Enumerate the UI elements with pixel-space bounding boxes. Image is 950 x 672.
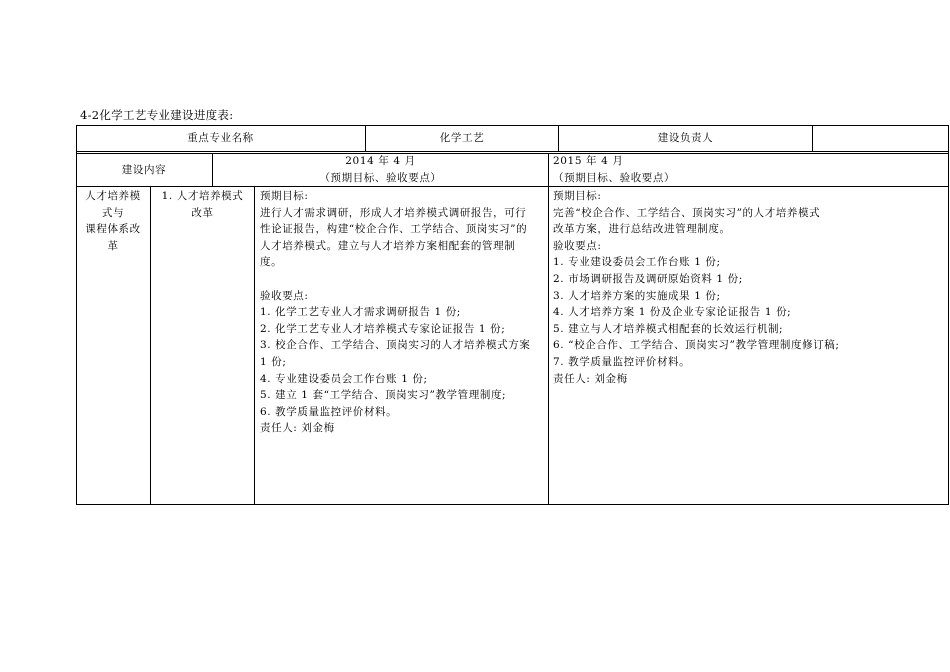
table-border-left <box>76 125 77 505</box>
plan-2015-line: 6. “校企合作、工学结合、顶岗实习”教学管理制度修订稿; <box>553 339 840 352</box>
plan-2014-line: 度。 <box>260 256 283 269</box>
item-line: 1. 人才培养模式 <box>161 190 244 202</box>
plan-2015-line: 预期目标: <box>553 190 602 202</box>
progress-table <box>76 125 949 505</box>
plan-2014-line: 5. 建立 1 套“工学结合、顶岗实习”教学管理制度; <box>260 389 507 402</box>
table-border-top <box>76 125 949 126</box>
plan-2015-line: 3. 人才培养方案的实施成果 1 份; <box>553 289 721 302</box>
leader-label: 建设负责人 <box>657 132 714 144</box>
plan-2014-line: 1. 化学工艺专业人才需求调研报告 1 份; <box>260 306 461 319</box>
category-line: 式与 <box>101 206 125 219</box>
plan-2014-line: 性论证报告，构建“校企合作、工学结合、顶岗实习”的 <box>260 223 528 236</box>
plan-2015-line: 2. 市场调研报告及调研原始资料 1 份; <box>553 272 743 285</box>
category-line: 革 <box>107 239 119 252</box>
plan-2014-line: 6. 教学质量监控评价材料。 <box>260 405 398 418</box>
plan-2015-line: 7. 教学质量监控评价材料。 <box>553 355 691 368</box>
table-border-right <box>948 125 949 505</box>
plan-2014-line: 3. 校企合作、工学结合、顶岗实习的人才培养模式方案 <box>260 339 531 352</box>
plan-2015-line: 完善“校企合作、工学结合、顶岗实习”的人才培养模式 <box>553 206 821 219</box>
table-rule <box>254 186 255 505</box>
table-rule <box>76 151 949 152</box>
table-rule <box>548 153 549 505</box>
major-label: 重点专业名称 <box>187 132 254 144</box>
table-border-bottom <box>76 504 949 505</box>
plan-2015-line: 4. 人才培养方案 1 份及企业专家论证报告 1 份; <box>553 306 792 319</box>
category-line: 人才培养模 <box>85 190 141 202</box>
table-rule <box>150 186 151 505</box>
col1-note: （预期目标、验收要点） <box>319 172 442 184</box>
item-cell <box>151 188 254 221</box>
plan-2015-line: 验收要点: <box>553 239 602 252</box>
plan-2015-line: 改革方案，进行总结改进管理制度。 <box>553 223 731 236</box>
plan-2014-line: 1 份; <box>260 355 287 368</box>
plan-2014-line: 责任人: 刘金梅 <box>260 422 335 435</box>
plan-2014-blank-line <box>260 271 530 288</box>
content-label: 建设内容 <box>121 164 167 176</box>
plan-2014-line: 预期目标: <box>260 190 309 202</box>
plan-2015-cell <box>553 188 840 387</box>
plan-2015-line: 5. 建立与人才培养模式相配套的长效运行机制; <box>553 322 784 335</box>
col2-date: 2015 年 4 月 <box>553 155 624 167</box>
table-title: 4-2化学工艺专业建设进度表: <box>80 108 234 122</box>
major-value: 化学工艺 <box>439 132 485 144</box>
category-cell <box>76 188 150 254</box>
plan-2014-line: 进行人才需求调研，形成人才培养模式调研报告，可行 <box>260 206 527 219</box>
plan-2014-line: 验收要点: <box>260 289 309 302</box>
plan-2014-line: 4. 专业建设委员会工作台账 1 份; <box>260 372 428 385</box>
item-line: 改革 <box>191 206 214 219</box>
table-rule <box>812 125 813 152</box>
plan-2015-line: 责任人: 刘金梅 <box>553 372 628 385</box>
category-line: 课程体系改 <box>85 223 141 236</box>
plan-2014-line: 2. 化学工艺专业人才培养模式专家论证报告 1 份; <box>260 322 506 335</box>
col1-date: 2014 年 4 月 <box>345 155 416 167</box>
col2-note: （预期目标、验收要点） <box>553 172 676 184</box>
plan-2014-cell <box>260 188 530 437</box>
plan-2014-line: 人才培养模式。建立与人才培养方案相配套的管理制 <box>260 239 516 252</box>
plan-2015-line: 1. 专业建设委员会工作台账 1 份; <box>553 256 721 269</box>
